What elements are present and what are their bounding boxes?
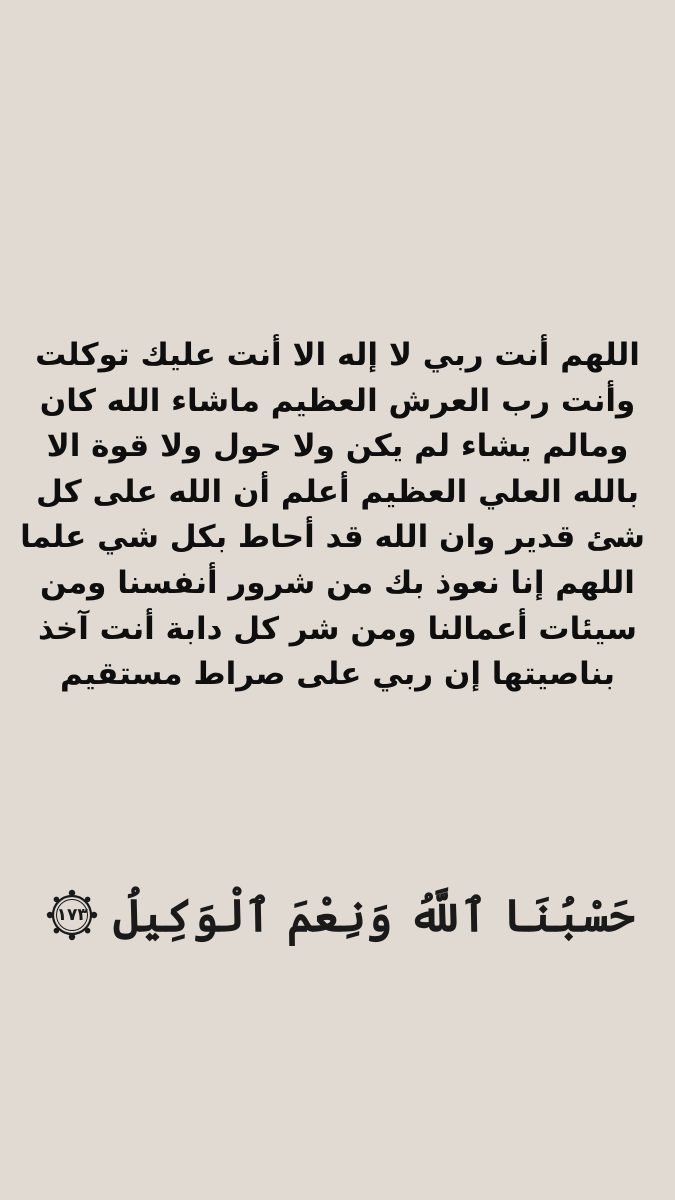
prayer-line: وأنت رب العرش العظيم ماشاء الله كان (39, 382, 636, 419)
prayer-line: ومالم يشاء لم يكن ولا حول ولا قوة الا (46, 428, 629, 465)
prayer-line: سيئات أعمالنا ومن شر كل دابة أنت آخذ (37, 610, 638, 647)
prayer-line: بناصيتها إن ربي على صراط مستقيم (59, 656, 616, 693)
prayer-line: اللهم إنا نعوذ بك من شرور أنفسنا ومن (40, 564, 635, 601)
verse-number: ١٧٣ (56, 905, 88, 925)
quran-verse (56, 870, 635, 960)
prayer-text-block (20, 333, 645, 698)
prayer-line: شئ قدير وان الله قد أحاط بكل شي علما (20, 519, 645, 556)
prayer-line: بالله العلي العظيم أعلم أن الله على كل (35, 473, 640, 510)
verse-text: حَسْبُنَا ٱللَّهُ وَنِعْمَ ٱلْوَكِيلُ (113, 888, 635, 942)
ayah-end-marker-icon (45, 888, 99, 942)
prayer-line: اللهم أنت ربي لا إله الا أنت عليك توكلت (35, 337, 640, 373)
